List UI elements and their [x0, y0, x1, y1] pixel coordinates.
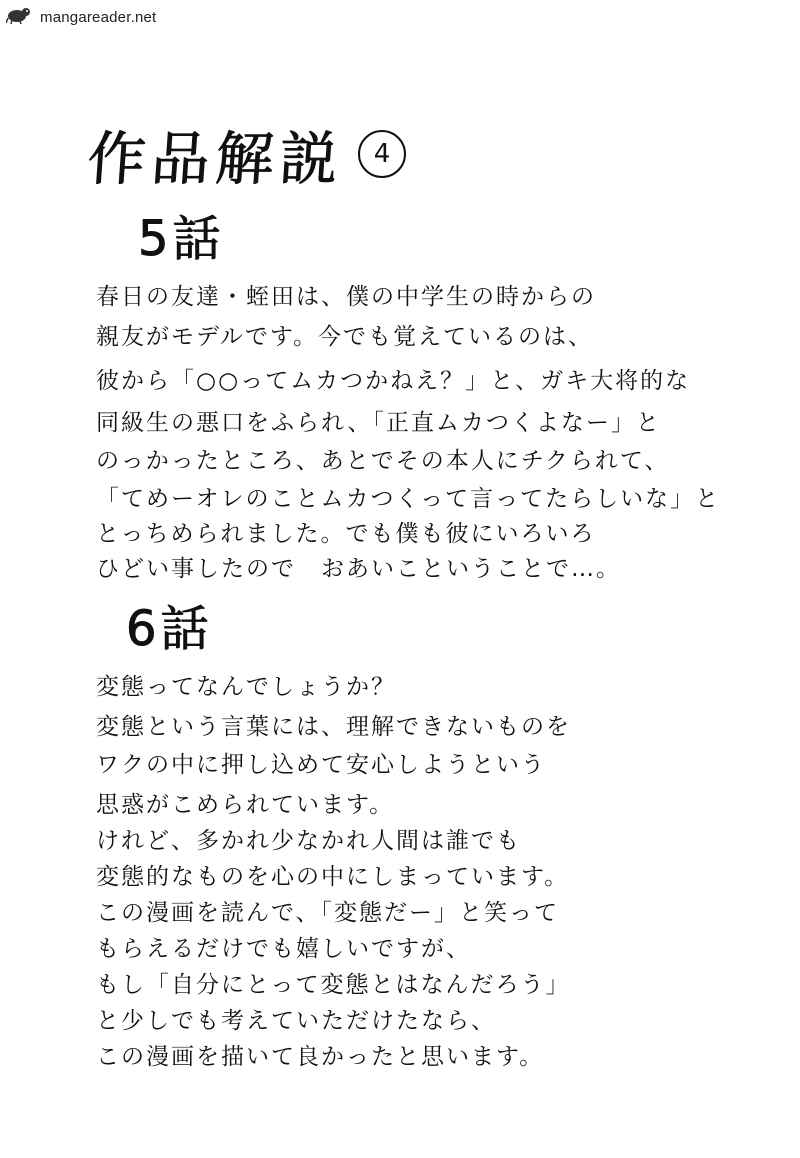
text-line: この漫画を描いて良かったと思います。: [96, 1044, 545, 1070]
text-line: と少しでも考えていただけたなら、: [96, 1008, 496, 1034]
text-line: 彼から「○○ってムカつかねえ？」と、ガキ大将的な: [96, 368, 691, 394]
text-line: けれど、多かれ少なかれ人間は誰でも: [96, 828, 521, 854]
text-line: とっちめられました。でも僕も彼にいろいろ: [96, 521, 596, 547]
episode-6-heading: 6話: [126, 601, 213, 657]
watermark: [6, 6, 156, 28]
episode-5-heading: 5話: [138, 211, 225, 267]
page-title: [85, 112, 406, 196]
text-line: ワクの中に押し込めて安心しようという: [96, 752, 546, 778]
text-line: 同級生の悪口をふられ、「正直ムカつくよなー」と: [96, 410, 661, 436]
text-line: 変態という言葉には、理解できないものを: [96, 714, 571, 740]
title-text: 作品解説: [85, 125, 347, 193]
text-line: 変態ってなんでしょうか？: [96, 674, 396, 700]
text-line: もし「自分にとって変態とはなんだろう」: [96, 972, 571, 998]
text-line: もらえるだけでも嬉しいですが、: [96, 936, 471, 962]
title-circled-number: 4: [358, 130, 406, 178]
text-line: この漫画を読んで、「変態だー」と笑って: [96, 900, 560, 926]
text-line: 変態的なものを心の中にしまっています。: [96, 864, 570, 890]
text-line: ひどい事したので おあいこということで…。: [96, 556, 621, 582]
text-line: 思惑がこめられています。: [96, 792, 395, 818]
mangareader-logo-icon: [6, 6, 36, 28]
text-line: 「てめーオレのことムカつくって言ってたらしいな」と: [96, 486, 721, 512]
text-line: のっかったところ、あとでその本人にチクられて、: [96, 448, 670, 474]
watermark-text: mangareader.net: [40, 8, 157, 26]
text-line: 春日の友達・蛭田は、僕の中学生の時からの: [96, 284, 596, 310]
text-line: 親友がモデルです。今でも覚えているのは、: [96, 324, 594, 350]
